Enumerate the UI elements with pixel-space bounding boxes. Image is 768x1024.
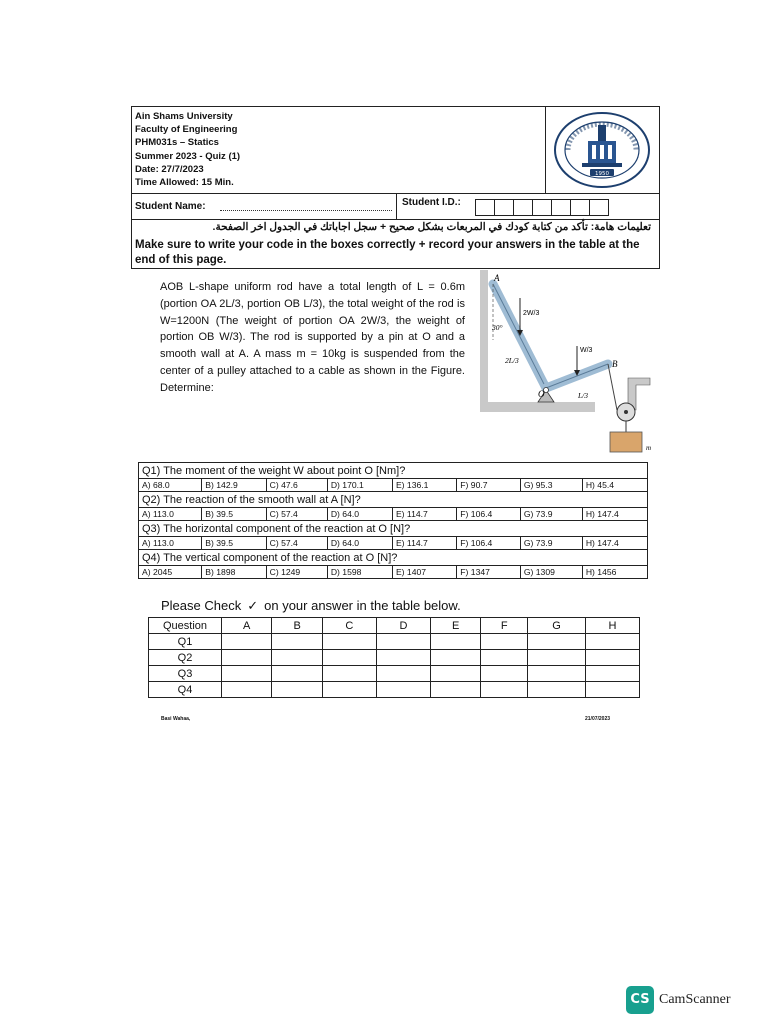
rod-pulley-figure <box>480 270 660 455</box>
answer-option: A) 113.0 <box>139 508 202 521</box>
student-id-box[interactable] <box>475 199 495 216</box>
university-name: Ain Shams University <box>135 111 233 122</box>
answer-option: F) 106.4 <box>457 508 521 521</box>
answer-row-label: Q2 <box>149 650 222 666</box>
answer-row-label: Q3 <box>149 666 222 682</box>
footer-date: 21/07/2023 <box>585 716 611 722</box>
checkmark-icon: ✓ <box>247 599 259 614</box>
answer-check-cell[interactable] <box>430 634 480 650</box>
answer-table-header-cell: D <box>376 618 430 634</box>
student-id-label: Student I.D.: <box>402 197 461 208</box>
answer-option: E) 136.1 <box>392 479 456 492</box>
answer-table-header-cell: H <box>585 618 639 634</box>
answer-option: D) 64.0 <box>327 508 392 521</box>
floor <box>480 402 595 412</box>
answer-option: B) 39.5 <box>202 508 266 521</box>
answer-check-cell[interactable] <box>272 682 322 698</box>
label-2w3: 2W/3 <box>523 310 540 317</box>
student-id-box[interactable] <box>589 199 609 216</box>
answer-option: C) 1249 <box>266 566 327 579</box>
options-row <box>139 479 648 492</box>
answer-check-cell[interactable] <box>322 634 376 650</box>
english-instructions: Make sure to write your code in the boxes correctly + record your answers in the table at the end of this page. <box>135 239 640 266</box>
answer-option: C) 57.4 <box>266 537 327 550</box>
answer-row <box>149 666 640 682</box>
logo-year: 1950 <box>595 171 609 177</box>
answer-option: B) 142.9 <box>202 479 266 492</box>
label-m: m <box>646 444 652 452</box>
answer-table-header-cell: E <box>430 618 480 634</box>
answer-check-cell[interactable] <box>585 634 639 650</box>
answer-check-cell[interactable] <box>481 666 528 682</box>
answer-option: H) 1456 <box>582 566 647 579</box>
question-text: Q2) The reaction of the smooth wall at A [N]? <box>139 492 648 508</box>
check-instruction-end: on your answer in the table below. <box>264 598 461 613</box>
multiple-choice-table <box>138 462 648 579</box>
answer-check-cell[interactable] <box>528 634 586 650</box>
question-text: Q3) The horizontal component of the reaction at O [N]? <box>139 521 648 537</box>
answer-check-cell[interactable] <box>222 666 272 682</box>
label-b: B <box>612 359 618 369</box>
question-row <box>139 492 648 508</box>
answer-option: A) 68.0 <box>139 479 202 492</box>
student-id-box[interactable] <box>532 199 552 216</box>
label-l3: L/3 <box>578 391 589 400</box>
check-instruction-start: Please Check <box>161 598 242 613</box>
answer-row <box>149 682 640 698</box>
camscanner-name: CamScanner <box>659 992 731 1007</box>
answer-check-cell[interactable] <box>272 666 322 682</box>
answer-table-header-cell: Question <box>149 618 222 634</box>
question-row <box>139 550 648 566</box>
answer-option: G) 73.9 <box>520 508 582 521</box>
answer-option: E) 114.7 <box>392 508 456 521</box>
answer-table-header <box>149 618 640 634</box>
label-2l3: 2L/3 <box>505 356 519 365</box>
answer-check-cell[interactable] <box>376 682 430 698</box>
answer-option: D) 64.0 <box>327 537 392 550</box>
answer-option: F) 1347 <box>457 566 521 579</box>
answer-table-header-cell: B <box>272 618 322 634</box>
student-name-label: Student Name: <box>135 201 206 212</box>
exam-header <box>131 106 660 269</box>
answer-check-cell[interactable] <box>322 650 376 666</box>
student-id-boxes <box>476 199 609 216</box>
answer-check-cell[interactable] <box>222 682 272 698</box>
faculty-name: Faculty of Engineering <box>135 124 238 136</box>
student-id-box[interactable] <box>494 199 514 216</box>
pulley-axle <box>624 410 628 414</box>
answer-option: B) 1898 <box>202 566 266 579</box>
label-a: A <box>494 273 500 283</box>
answer-check-cell[interactable] <box>528 650 586 666</box>
answer-option: G) 95.3 <box>520 479 582 492</box>
student-id-box[interactable] <box>551 199 571 216</box>
answer-row-label: Q4 <box>149 682 222 698</box>
answer-check-cell[interactable] <box>481 682 528 698</box>
university-seal-logo <box>552 111 652 189</box>
answer-check-cell[interactable] <box>376 650 430 666</box>
answer-option: H) 45.4 <box>582 479 647 492</box>
answer-check-cell[interactable] <box>528 666 586 682</box>
student-id-box[interactable] <box>513 199 533 216</box>
suspended-mass <box>610 432 642 452</box>
options-row <box>139 566 648 579</box>
answer-check-cell[interactable] <box>585 682 639 698</box>
label-o: O <box>538 389 545 399</box>
exam-date: Date: 27/7/2023 <box>135 163 204 175</box>
answer-table <box>148 617 640 698</box>
answer-check-cell[interactable] <box>430 666 480 682</box>
answer-table-header-cell: C <box>322 618 376 634</box>
answer-check-cell[interactable] <box>376 666 430 682</box>
answer-option: F) 90.7 <box>457 479 521 492</box>
answer-option: G) 73.9 <box>520 537 582 550</box>
camscanner-logo-icon: CS <box>626 986 654 1014</box>
answer-option: G) 1309 <box>520 566 582 579</box>
student-name-field[interactable] <box>220 210 392 211</box>
answer-check-cell[interactable] <box>430 650 480 666</box>
answer-check-cell[interactable] <box>481 634 528 650</box>
answer-row-label: Q1 <box>149 634 222 650</box>
answer-check-cell[interactable] <box>528 682 586 698</box>
answer-option: A) 2045 <box>139 566 202 579</box>
question-row <box>139 463 648 479</box>
answer-option: D) 170.1 <box>327 479 392 492</box>
label-angle: 30° <box>492 323 503 332</box>
answer-option: E) 1407 <box>392 566 456 579</box>
check-instruction <box>161 598 461 614</box>
student-id-box[interactable] <box>570 199 590 216</box>
camscanner-watermark <box>626 986 754 1016</box>
answer-option: A) 113.0 <box>139 537 202 550</box>
answer-row <box>149 634 640 650</box>
answer-table-header-cell: G <box>528 618 586 634</box>
question-row <box>139 521 648 537</box>
answer-option: C) 57.4 <box>266 508 327 521</box>
answer-option: F) 106.4 <box>457 537 521 550</box>
header-divider-vertical <box>545 107 546 193</box>
exam-term: Summer 2023 - Quiz (1) <box>135 150 241 162</box>
student-row <box>132 194 659 219</box>
exam-info <box>135 110 240 189</box>
answer-check-cell[interactable] <box>376 634 430 650</box>
cable <box>608 364 617 410</box>
answer-option: D) 1598 <box>327 566 392 579</box>
answer-option: H) 147.4 <box>582 537 647 550</box>
course-code: PHM031s – Statics <box>135 137 219 149</box>
answer-check-cell[interactable] <box>272 634 322 650</box>
answer-row <box>149 650 640 666</box>
answer-check-cell[interactable] <box>222 650 272 666</box>
answer-table-header-cell: A <box>222 618 272 634</box>
time-allowed: Time Allowed: 15 Min. <box>135 177 234 189</box>
answer-check-cell[interactable] <box>481 650 528 666</box>
answer-table-header-cell: F <box>481 618 528 634</box>
arabic-instructions: تعليمات هامة: تأكد من كتابة كودك في المربعات بشكل صحيح + سجل اجاباتك في الجدول اخر الصفحة. <box>212 221 651 233</box>
answer-option: B) 39.5 <box>202 537 266 550</box>
label-w3: W/3 <box>580 347 593 354</box>
question-text: Q1) The moment of the weight W about point O [Nm]? <box>139 463 648 479</box>
wall <box>480 270 488 412</box>
answer-check-cell[interactable] <box>272 650 322 666</box>
answer-check-cell[interactable] <box>430 682 480 698</box>
answer-option: H) 147.4 <box>582 508 647 521</box>
options-row <box>139 508 648 521</box>
answer-option: E) 114.7 <box>392 537 456 550</box>
answer-check-cell[interactable] <box>585 650 639 666</box>
problem-statement: AOB L-shape uniform rod have a total length of L = 0.6m (portion OA 2L/3, portion OB L/3), the total weight of the rod is W=1200N (The weight of portion OA 2W/3, the weight of portion OB W/3). The rod is supported by a pin at O and a smooth wall at A. A mass m = 10kg is suspended from the center of a pulley attached to a cable as shown in the Figure. Determine: <box>160 281 465 394</box>
answer-check-cell[interactable] <box>585 666 639 682</box>
options-row <box>139 537 648 550</box>
answer-check-cell[interactable] <box>322 682 376 698</box>
answer-check-cell[interactable] <box>322 666 376 682</box>
question-text: Q4) The vertical component of the reaction at O [N]? <box>139 550 648 566</box>
footer-left-text: Basi Wahaa, <box>161 716 191 722</box>
student-row-divider <box>396 194 397 219</box>
header-divider-2 <box>132 219 659 220</box>
answer-option: C) 47.6 <box>266 479 327 492</box>
answer-check-cell[interactable] <box>222 634 272 650</box>
